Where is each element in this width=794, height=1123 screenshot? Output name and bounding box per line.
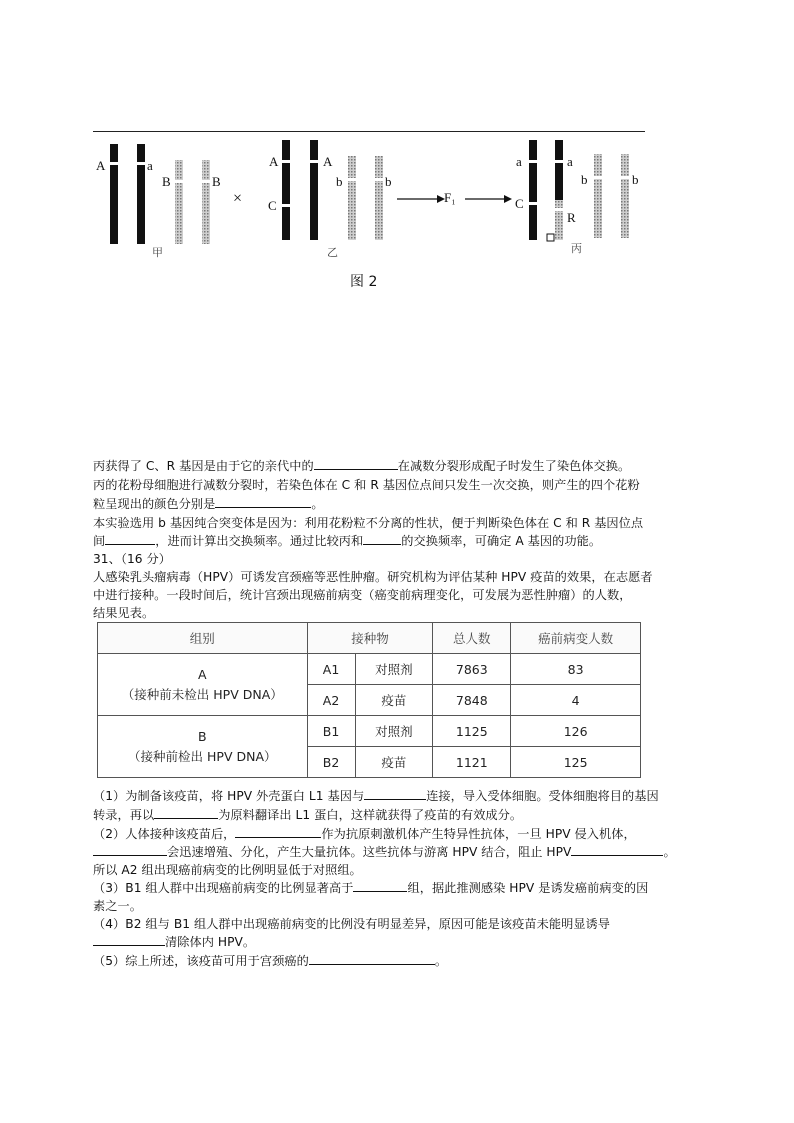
question-line (93, 879, 713, 897)
blank-line (363, 532, 401, 545)
chromosome-figure (90, 138, 650, 268)
blank-line (93, 933, 165, 946)
group-cell (98, 654, 308, 716)
question-number: 31、（16 分） (93, 552, 171, 566)
text-span: 。 (663, 845, 676, 859)
label-A-jia: A (96, 158, 106, 173)
text-span: （4）B2 组与 B1 组人群中出现癌前病变的比例没有明显差异，原因可能是该疫苗未能明显诱导 (93, 917, 611, 931)
group-note: （接种前检出 HPV DNA） (128, 748, 277, 764)
text-span: （2）人体接种该疫苗后， (93, 827, 236, 841)
cross-symbol: × (233, 190, 243, 207)
intro-line: 结果见表。 (93, 606, 155, 620)
lesion-cell: 83 (511, 654, 641, 685)
label-B-jia-2: B (212, 174, 221, 189)
text-span: 丙的花粉母细胞进行减数分裂时，若染色体在 C 和 R 基因位点间只发生一次交换，则产生的四个花粉 (93, 478, 640, 492)
label-C-bing: C (515, 196, 524, 211)
text-span: 本实验选用 b 基因纯合突变体是因为：利用花粉粒不分离的性状，便于判断染色体在 C 和 R 基因位点 (93, 516, 644, 530)
total-cell: 7848 (433, 685, 511, 716)
text-span: 连接，导入受体细胞。受体细胞将目的基因 (426, 789, 659, 803)
row-id: A2 (307, 685, 355, 716)
text-span: 会迅速增殖、分化，产生大量抗体。这些抗体与游离 HPV 结合，阻止 HPV (167, 845, 572, 859)
intro-line: 中进行接种。一段时间后，统计宫颈出现癌前病变（癌变前病理变化，可发展为恶性肿瘤）的人数， (93, 588, 632, 602)
text-span: 粒呈现出的颜色分别是 (93, 497, 216, 511)
paragraph-line (93, 495, 713, 513)
text-span: 。 (311, 497, 324, 511)
table-row (98, 716, 641, 747)
table-header-row (98, 623, 641, 654)
question-line (93, 915, 713, 933)
paragraph-line (93, 514, 713, 532)
question-line (93, 787, 713, 805)
text-span: 所以 A2 组出现癌前病变的比例明显低于对照组。 (93, 863, 362, 877)
label-A-yi-1: A (269, 154, 279, 169)
text-span: 组，据此推测感染 HPV 是诱发癌前病变的因 (407, 881, 649, 895)
header-cell: 接种物 (307, 623, 433, 654)
chromosome-pair-bing (529, 140, 629, 241)
blank-line (215, 495, 311, 508)
header-cell: 组别 (98, 623, 308, 654)
label-a-bing-1: a (516, 154, 522, 169)
label-b-yi-1: b (336, 174, 343, 189)
text-span: 转录，再以 (93, 808, 155, 822)
blank-line (314, 457, 398, 470)
label-b-yi-2: b (385, 174, 392, 189)
lesion-cell: 4 (511, 685, 641, 716)
chromosome-pair-yi (282, 140, 383, 240)
group-name: B (198, 728, 207, 744)
label-a-jia: a (147, 158, 153, 173)
label-b-bing-1: b (581, 172, 588, 187)
header-cell: 癌前病变人数 (511, 623, 641, 654)
blank-line (571, 843, 663, 856)
text-span: 清除体内 HPV。 (165, 935, 256, 949)
blank-line (93, 843, 167, 856)
label-yi: 乙 (327, 246, 338, 259)
blank-line (353, 879, 407, 892)
total-cell: 1121 (433, 747, 511, 778)
text-span: （5）综上所述，该疫苗可用于宫颈癌的 (93, 954, 309, 968)
question-line (93, 897, 713, 915)
question-line (93, 861, 713, 879)
lesion-cell: 125 (511, 747, 641, 778)
agent-cell: 对照剂 (355, 654, 433, 685)
chromosome-pair-jia (110, 144, 210, 244)
row-id: B1 (307, 716, 355, 747)
text-span: 作为抗原刺激机体产生特异性抗体，一旦 HPV 侵入机体， (321, 827, 636, 841)
text-span: 间 (93, 534, 106, 548)
agent-cell: 对照剂 (355, 716, 433, 747)
blank-line (364, 787, 426, 800)
paragraph-line (93, 457, 713, 475)
intro-line: 人感染乳头瘤病毒（HPV）可诱发宫颈癌等恶性肿瘤。研究机构为评估某种 HPV 疫苗的效果，在志愿者 (93, 570, 653, 584)
question-line (93, 933, 713, 951)
agent-cell: 疫苗 (355, 747, 433, 778)
table-row (98, 654, 641, 685)
question-line (93, 843, 713, 861)
row-id: A1 (307, 654, 355, 685)
label-F1: F₁ (444, 190, 456, 205)
blank-line (154, 806, 218, 819)
agent-cell: 疫苗 (355, 685, 433, 716)
label-a-bing-2: a (567, 154, 573, 169)
label-bing: 丙 (571, 242, 582, 255)
total-cell: 7863 (433, 654, 511, 685)
label-C-yi: C (268, 198, 277, 213)
text-span: 的交换频率，可确定 A 基因的功能。 (401, 534, 602, 548)
paragraph-line (93, 476, 713, 494)
group-name: A (198, 666, 207, 682)
blank-line (105, 532, 155, 545)
figure-caption: 图 2 (350, 274, 378, 290)
text-span: 在减数分裂形成配子时发生了染色体交换。 (397, 459, 631, 473)
text-span: （3）B1 组人群中出现癌前病变的比例显著高于 (93, 881, 354, 895)
label-A-yi-2: A (323, 154, 333, 169)
label-B-jia-1: B (162, 174, 171, 189)
results-table (97, 622, 641, 778)
chromosome-diagram (90, 138, 650, 268)
top-rule (93, 131, 645, 132)
text-span: ，进而计算出交换频率。通过比较丙和 (155, 534, 364, 548)
total-cell: 1125 (433, 716, 511, 747)
row-id: B2 (307, 747, 355, 778)
text-span: （1）为制备该疫苗，将 HPV 外壳蛋白 L1 基因与 (93, 789, 365, 803)
lesion-cell: 126 (511, 716, 641, 747)
label-R-bing: R (567, 210, 576, 225)
question-line (93, 806, 713, 824)
group-cell (98, 716, 308, 778)
group-note: （接种前未检出 HPV DNA） (121, 686, 283, 702)
paragraph-line (93, 532, 713, 550)
question-line (93, 825, 713, 843)
label-b-bing-2: b (632, 172, 639, 187)
text-span: 丙获得了 C、R 基因是由于它的亲代中的 (93, 459, 314, 473)
text-span: 。 (434, 954, 448, 968)
label-jia: 甲 (152, 246, 163, 259)
blank-line (235, 825, 321, 838)
text-span: 素之一。 (93, 899, 142, 913)
header-cell: 总人数 (433, 623, 511, 654)
blank-line (309, 952, 435, 965)
text-span: 为原料翻译出 L1 蛋白，这样就获得了疫苗的有效成分。 (218, 808, 523, 822)
question-line (93, 952, 713, 970)
